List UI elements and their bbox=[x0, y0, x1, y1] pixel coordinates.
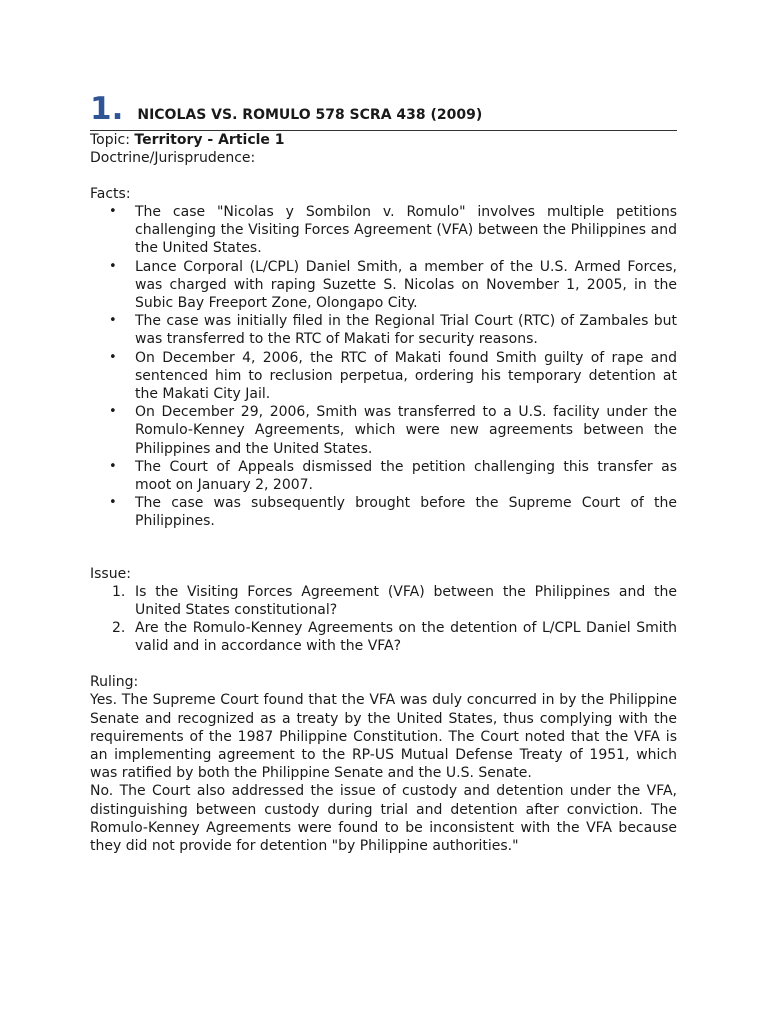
bullet-icon: • bbox=[109, 349, 117, 365]
bullet-icon: • bbox=[109, 204, 117, 219]
fact-item bbox=[90, 258, 677, 313]
issue-item bbox=[90, 583, 677, 619]
fact-text: The case "Nicolas y Sombilon v. Romulo" involves multiple petitions challenging the Visiting Forces Agreement (VFA) between the Philippines and the United States. bbox=[135, 204, 677, 257]
topic-value: Territory - Article 1 bbox=[134, 132, 285, 148]
fact-item bbox=[90, 349, 677, 404]
case-heading bbox=[90, 92, 677, 131]
bullet-icon: • bbox=[109, 458, 117, 474]
fact-text: Lance Corporal (L/CPL) Daniel Smith, a member of the U.S. Armed Forces, was charged with raping Suzette S. Nicolas on November 1, 2005, in the Subic Bay Freeport Zone, Olongapo City. bbox=[135, 258, 677, 312]
topic-label: Topic: bbox=[90, 132, 130, 148]
facts-list bbox=[90, 203, 677, 531]
topic-line bbox=[90, 131, 677, 149]
fact-item bbox=[90, 458, 677, 494]
doctrine-label: Doctrine/Jurisprudence: bbox=[90, 150, 256, 166]
fact-text: On December 4, 2006, the RTC of Makati found Smith guilty of rape and sentenced him to reclusion perpetua, ordering his temporary detention at the Makati City Jail. bbox=[135, 349, 677, 403]
ruling-paragraph: Yes. The Supreme Court found that the VFA was duly concurred in by the Philippine Senate and recognized as a treaty by the United States, thus complying with the requirements of the 1987 Philippine Constitution. The Court noted that the VFA is an implementing agreement to the RP-US Mutual Defense Treaty of 1951, which was ratified by both the Philippine Senate and the U.S. Senate. bbox=[90, 692, 677, 782]
case-number: 1. bbox=[90, 91, 124, 127]
issue-label: Issue: bbox=[90, 565, 131, 582]
issue-text: Is the Visiting Forces Agreement (VFA) between the Philippines and the United States constitutional? bbox=[135, 583, 677, 618]
facts-label: Facts: bbox=[90, 186, 131, 202]
fact-text: The case was subsequently brought before the Supreme Court of the Philippines. bbox=[135, 495, 677, 530]
issue-item bbox=[90, 619, 677, 655]
issue-number: 2. bbox=[112, 620, 126, 637]
bullet-icon: • bbox=[109, 404, 117, 420]
bullet-icon: • bbox=[109, 258, 117, 274]
case-digest-page bbox=[90, 92, 677, 855]
issue-number: 1. bbox=[112, 583, 126, 600]
bullet-icon: • bbox=[109, 495, 117, 511]
ruling-paragraph: No. The Court also addressed the issue of custody and detention under the VFA, distinguishing between custody during trial and detention after conviction. The Romulo-Kenney Agreements were found to be inconsistent with the VFA because they did not provide for detention "by Philippine authorities." bbox=[90, 783, 677, 855]
fact-item bbox=[90, 203, 677, 258]
fact-text: On December 29, 2006, Smith was transferred to a U.S. facility under the Romulo-Kenney Agreements, which were new agreements between the Philippines and the United States. bbox=[135, 404, 677, 457]
fact-text: The case was initially filed in the Regional Trial Court (RTC) of Zambales but was transferred to the RTC of Makati for security reasons. bbox=[135, 313, 677, 348]
case-title: NICOLAS VS. ROMULO 578 SCRA 438 (2009) bbox=[137, 107, 483, 123]
issue-list bbox=[90, 583, 677, 656]
ruling-label: Ruling: bbox=[90, 674, 139, 691]
fact-item bbox=[90, 403, 677, 458]
fact-item bbox=[90, 494, 677, 530]
issue-text: Are the Romulo-Kenney Agreements on the detention of L/CPL Daniel Smith valid and in accordance with the VFA? bbox=[135, 620, 677, 655]
fact-text: The Court of Appeals dismissed the petition challenging this transfer as moot on January 2, 2007. bbox=[135, 458, 677, 494]
fact-item bbox=[90, 312, 677, 348]
bullet-icon: • bbox=[109, 313, 117, 329]
